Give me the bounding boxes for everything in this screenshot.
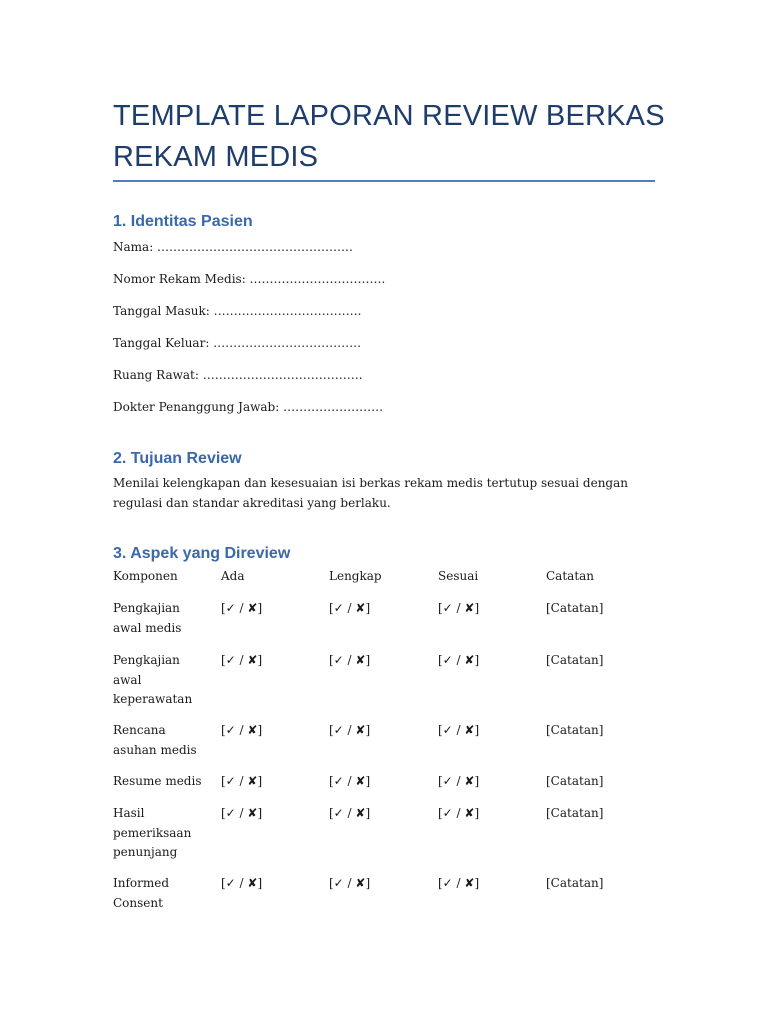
table-cell-sesuai: [✓ / ✘] xyxy=(438,653,480,667)
table-cell-catatan: [Catatan] xyxy=(546,601,604,615)
table-header-cell: Sesuai xyxy=(438,569,479,583)
table-cell-sesuai: [✓ / ✘] xyxy=(438,806,480,820)
table-cell-ada: [✓ / ✘] xyxy=(221,774,263,788)
table-cell-sesuai: [✓ / ✘] xyxy=(438,601,480,615)
table-cell-ada: [✓ / ✘] xyxy=(221,601,263,615)
table-cell-catatan: [Catatan] xyxy=(546,806,604,820)
table-cell-lengkap: [✓ / ✘] xyxy=(329,601,371,615)
table-cell-catatan: [Catatan] xyxy=(546,774,604,788)
table-cell-sesuai: [✓ / ✘] xyxy=(438,774,480,788)
table-cell-komponen: Rencana asuhan medis xyxy=(113,723,197,757)
table-cell-lengkap: [✓ / ✘] xyxy=(329,723,371,737)
table-cell-catatan: [Catatan] xyxy=(546,653,604,667)
field-nomor-rekam-medis: Nomor Rekam Medis: ……………………………. xyxy=(113,272,386,286)
table-cell-lengkap: [✓ / ✘] xyxy=(329,653,371,667)
table-cell-ada: [✓ / ✘] xyxy=(221,653,263,667)
field-ruang-rawat: Ruang Rawat: …………………………………. xyxy=(113,368,363,382)
title-divider xyxy=(113,180,655,182)
table-cell-ada: [✓ / ✘] xyxy=(221,723,263,737)
table-cell-lengkap: [✓ / ✘] xyxy=(329,774,371,788)
table-cell-komponen: Informed Consent xyxy=(113,876,170,910)
field-tanggal-masuk: Tanggal Masuk: ………………………………. xyxy=(113,304,362,318)
table-cell-lengkap: [✓ / ✘] xyxy=(329,876,371,890)
table-header-cell: Komponen xyxy=(113,569,178,583)
table-cell-catatan: [Catatan] xyxy=(546,876,604,890)
table-cell-ada: [✓ / ✘] xyxy=(221,806,263,820)
field-tanggal-keluar: Tanggal Keluar: ………………………………. xyxy=(113,336,361,350)
section-heading-identitas: 1. Identitas Pasien xyxy=(113,213,253,230)
table-cell-komponen: Resume medis xyxy=(113,774,202,788)
table-cell-lengkap: [✓ / ✘] xyxy=(329,806,371,820)
table-cell-komponen: Pengkajian awal medis xyxy=(113,601,182,635)
table-cell-catatan: [Catatan] xyxy=(546,723,604,737)
field-nama: Nama: …………………………………………. xyxy=(113,240,353,254)
table-header-cell: Lengkap xyxy=(329,569,382,583)
section-heading-tujuan: 2. Tujuan Review xyxy=(113,450,242,467)
table-cell-komponen: Pengkajian awal keperawatan xyxy=(113,653,193,706)
table-cell-ada: [✓ / ✘] xyxy=(221,876,263,890)
section-heading-aspek: 3. Aspek yang Direview xyxy=(113,545,291,562)
table-cell-komponen: Hasil pemeriksaan penunjang xyxy=(113,806,192,859)
field-dokter-penanggung-jawab: Dokter Penanggung Jawab: ……………………. xyxy=(113,400,383,414)
table-cell-sesuai: [✓ / ✘] xyxy=(438,876,480,890)
table-cell-sesuai: [✓ / ✘] xyxy=(438,723,480,737)
page-title: TEMPLATE LAPORAN REVIEW BERKAS REKAM MEDIS xyxy=(113,100,665,173)
table-header-cell: Catatan xyxy=(546,569,595,583)
tujuan-paragraph: Menilai kelengkapan dan kesesuaian isi berkas rekam medis tertutup sesuai dengan regulasi dan standar akreditasi yang berlaku. xyxy=(113,476,628,510)
table-header-cell: Ada xyxy=(221,569,245,583)
